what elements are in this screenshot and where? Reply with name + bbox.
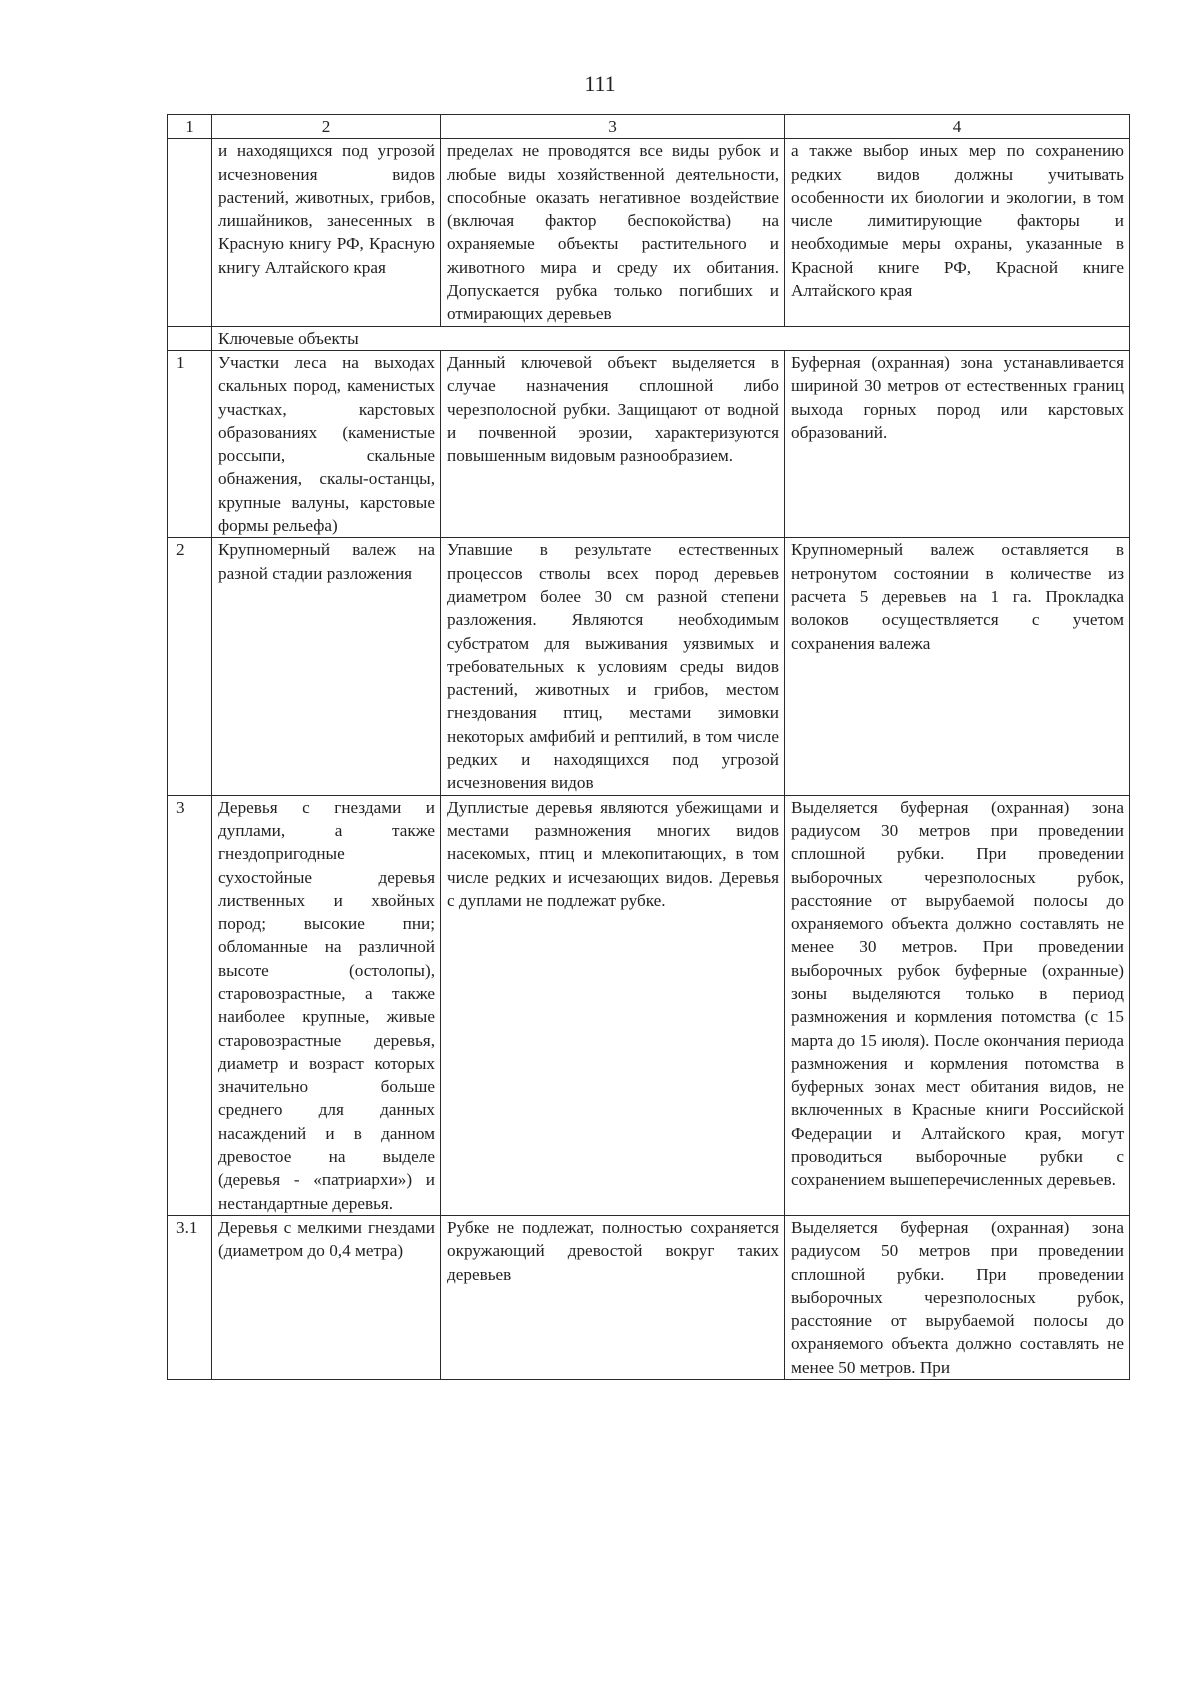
- table-row: [168, 795, 1130, 1215]
- object-cell: Крупномерный валеж на разной стадии разложения: [212, 538, 441, 795]
- description-cell: пределах не проводятся все виды рубок и любые виды хозяйственной деятельности, способные оказать негативное воздействие (включая фактор беспокойства) на охраняемые объекты растительного и животного мира и среду их обитания. Допускается рубка только погибших и отмирающих деревьев: [441, 139, 785, 326]
- section-title: Ключевые объекты: [212, 326, 1130, 350]
- header-cell: 1: [168, 115, 212, 139]
- row-number: 1: [168, 350, 212, 537]
- key-objects-table: [167, 114, 1130, 1380]
- measures-cell: а также выбор иных мер по сохранению редких видов должны учитывать особенности их биологии и экологии, в том числе лимитирующие факторы и необходимые меры охраны, указанные в Красной книге РФ, Красной книге Алтайского края: [785, 139, 1130, 326]
- description-cell: Упавшие в результате естественных процессов стволы всех пород деревьев диаметром более 30 см разной степени разложения. Являются необходимым субстратом для выживания уязвимых и требовательных к условиям среды видов растений, животных и грибов, местом гнездования птиц, местами зимовки некоторых амфибий и рептилий, в том числе редких и находящихся под угрозой исчезновения видов: [441, 538, 785, 795]
- description-cell: Дуплистые деревья являются убежищами и местами размножения многих видов насекомых, птиц и млекопитающих, в том числе редких и исчезающих видов. Деревья с дуплами не подлежат рубке.: [441, 795, 785, 1215]
- measures-cell: Выделяется буферная (охранная) зона радиусом 30 метров при проведении сплошной рубки. При проведении выборочных черезполосных рубок, расстояние от вырубаемой полосы до охраняемого объекта должно составлять не менее 30 метров. При проведении выборочных рубок буферные (охранные) зоны выделяются только в период размножения и кормления потомства (с 15 марта до 15 июля). После окончания периода размножения и кормления потомства в буферных зонах мест обитания видов, не включенных в Красные книги Российской Федерации и Алтайского края, могут проводиться выборочные рубки с сохранением вышеперечисленных деревьев.: [785, 795, 1130, 1215]
- table-row: [168, 350, 1130, 537]
- measures-cell: Крупномерный валеж оставляется в нетронутом состоянии в количестве из расчета 5 деревьев на 1 га. Прокладка волоков осуществляется с учетом сохранения валежа: [785, 538, 1130, 795]
- header-cell: 2: [212, 115, 441, 139]
- header-cell: 3: [441, 115, 785, 139]
- measures-cell: Буферная (охранная) зона устанавливается шириной 30 метров от естественных границ выхода горных пород или карстовых образований.: [785, 350, 1130, 537]
- table-header-row: [168, 115, 1130, 139]
- row-number: [168, 139, 212, 326]
- object-cell: Участки леса на выходах скальных пород, каменистых участках, карстовых образованиях (каменистые россыпи, скальные обнажения, скалы-останцы, крупные валуны, карстовые формы рельефа): [212, 350, 441, 537]
- row-number: 2: [168, 538, 212, 795]
- row-number: 3.1: [168, 1215, 212, 1379]
- row-number: [168, 326, 212, 350]
- table-row: [168, 538, 1130, 795]
- table-row: [168, 1215, 1130, 1379]
- section-row: [168, 326, 1130, 350]
- row-number: 3: [168, 795, 212, 1215]
- object-cell: Деревья с мелкими гнездами (диаметром до 0,4 метра): [212, 1215, 441, 1379]
- header-cell: 4: [785, 115, 1130, 139]
- object-cell: Деревья с гнездами и дуплами, а также гнездопригодные сухостойные деревья лиственных и хвойных пород; высокие пни; обломанные на различной высоте (остолопы), старовозрастные, а также наиболее крупные, живые старовозрастные деревья, диаметр и возраст которых значительно больше среднего для данных насаждений и в данном древостое на выделе (деревья - «патриархи») и нестандартные деревья.: [212, 795, 441, 1215]
- description-cell: Данный ключевой объект выделяется в случае назначения сплошной либо черезполосной рубки. Защищают от водной и почвенной эрозии, характеризуются повышенным видовым разнообразием.: [441, 350, 785, 537]
- page-number: 111: [584, 71, 616, 96]
- table-row-continuation: [168, 139, 1130, 326]
- object-cell: и находящихся под угрозой исчезновения видов растений, животных, грибов, лишайников, занесенных в Красную книгу РФ, Красную книгу Алтайского края: [212, 139, 441, 326]
- description-cell: Рубке не подлежат, полностью сохраняется окружающий древостой вокруг таких деревьев: [441, 1215, 785, 1379]
- measures-cell: Выделяется буферная (охранная) зона радиусом 50 метров при проведении сплошной рубки. При проведении выборочных черезполосных рубок, расстояние от вырубаемой полосы до охраняемого объекта должно составлять не менее 50 метров. При: [785, 1215, 1130, 1379]
